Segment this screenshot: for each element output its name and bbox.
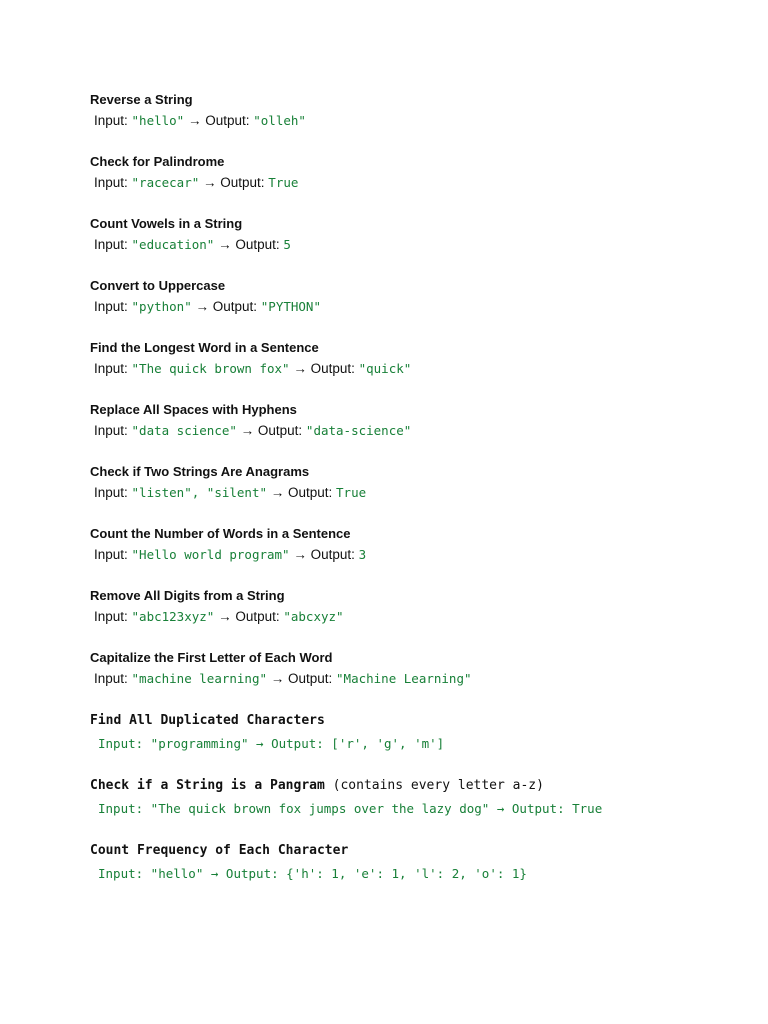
input-label: Input: [94,237,132,252]
exercise-example [90,360,750,378]
input-value: "education" [131,237,215,252]
input-value: "listen", "silent" [131,485,267,500]
exercise-item [90,525,750,587]
output-value: "data-science" [305,423,412,438]
exercise-title-note: (contains every letter a-z) [324,778,544,793]
output-value: "quick" [358,361,412,376]
exercise-example [90,236,750,254]
input-label: Input: [94,361,132,376]
exercise-title: Find the Longest Word in a Sentence [90,340,319,355]
input-label: Input: [94,485,132,500]
exercise-example [90,670,750,688]
output-value: "abcxyz" [283,609,344,624]
input-label: Input: [94,175,132,190]
exercise-example [90,546,750,564]
exercise-title [90,711,750,731]
input-value: "python" [131,299,192,314]
output-label: → Output: [214,609,284,624]
input-value: "abc123xyz" [131,609,215,624]
input-value: "The quick brown fox" [131,361,290,376]
output-value: "Machine Learning" [336,671,472,686]
exercise-title [90,841,750,861]
output-label: → Output: [267,485,337,500]
exercise-item [90,841,750,906]
output-label: → Output: [236,423,306,438]
exercise-item [90,711,750,776]
output-label: → Output: [267,671,337,686]
exercise-example: Input: "The quick brown fox jumps over the lazy dog" → Output: True [98,801,603,816]
output-label: → Output: [184,113,254,128]
output-label: → Output: [214,237,284,252]
input-label: Input: [94,547,132,562]
exercise-item [90,649,750,711]
input-value: "Hello world program" [131,547,290,562]
exercise-item [90,277,750,339]
output-value: 3 [358,547,367,562]
exercise-title-text: Count Frequency of Each Character [90,843,349,858]
output-label: → Output: [289,547,359,562]
exercise-item [90,463,750,525]
exercise-example [90,484,750,502]
input-label: Input: [94,423,132,438]
input-value: "hello" [131,113,185,128]
output-value: True [268,175,299,190]
exercise-title-text: Find All Duplicated Characters [90,713,325,728]
exercise-title: Convert to Uppercase [90,278,226,293]
exercise-example [90,298,750,316]
exercise-title: Capitalize the First Letter of Each Word [90,650,333,665]
output-label: → Output: [191,299,261,314]
exercise-title-text: Check if a String is a Pangram [90,778,325,793]
exercise-example [90,112,750,130]
output-label: → Output: [289,361,359,376]
exercise-example [90,608,750,626]
exercise-item [90,401,750,463]
exercise-title: Check for Palindrome [90,154,225,169]
input-label: Input: [94,609,132,624]
output-value: 5 [283,237,291,252]
exercise-title: Count the Number of Words in a Sentence [90,526,351,541]
exercise-example [90,174,750,192]
exercise-example [90,422,750,440]
exercise-item [90,153,750,215]
input-value: "machine learning" [131,671,267,686]
exercise-item [90,339,750,401]
exercise-item [90,587,750,649]
exercise-example: Input: "hello" → Output: {'h': 1, 'e': 1, 'l': 2, 'o': 1} [98,866,527,881]
exercise-title: Check if Two Strings Are Anagrams [90,464,310,479]
input-label: Input: [94,299,132,314]
exercise-title: Reverse a String [90,92,193,107]
exercise-item [90,91,750,153]
exercise-title: Count Vowels in a String [90,216,243,231]
input-value: "racecar" [131,175,200,190]
exercise-list [90,91,750,906]
exercise-title: Replace All Spaces with Hyphens [90,402,297,417]
exercise-title: Remove All Digits from a String [90,588,285,603]
input-label: Input: [94,113,132,128]
output-label: → Output: [199,175,269,190]
input-value: "data science" [131,423,237,438]
output-value: "olleh" [253,113,306,128]
exercise-example: Input: "programming" → Output: ['r', 'g', 'm'] [98,736,445,751]
exercise-item [90,215,750,277]
exercise-item [90,776,750,841]
output-value: True [336,485,367,500]
input-label: Input: [94,671,132,686]
exercise-title [90,776,750,796]
output-value: "PYTHON" [260,299,321,314]
